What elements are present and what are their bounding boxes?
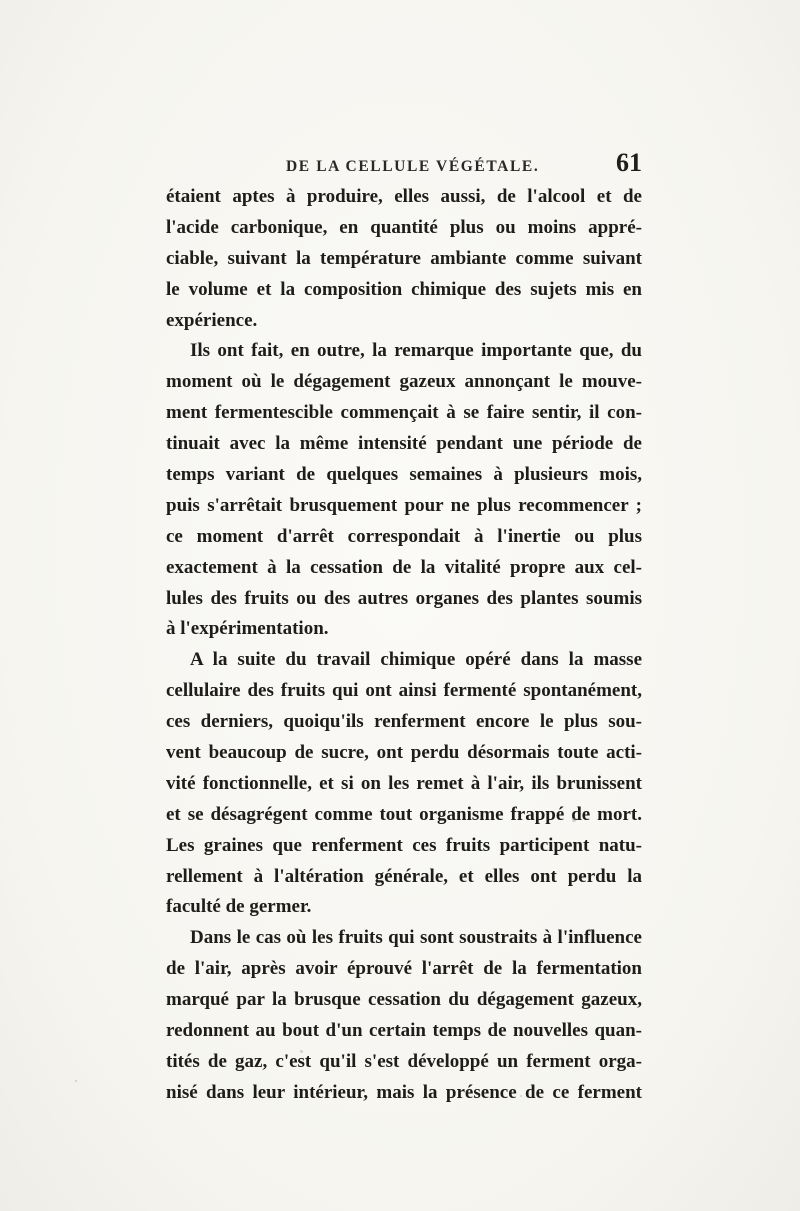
text-line: Ils ont fait, en outre, la remarque importante que, du — [190, 340, 642, 362]
text-line: A la suite du travail chimique opéré dans la masse — [190, 649, 642, 671]
text-line: Dans le cas où les fruits qui sont soustraits à l'influence — [190, 927, 642, 949]
text-line: ciable, suivant la température ambiante comme suivant — [166, 247, 642, 269]
text-line: puis s'arrêtait brusquement pour ne plus recommencer ; — [166, 494, 642, 516]
paragraph-1 — [166, 182, 642, 336]
text-line: à l'expérimentation. — [166, 618, 329, 640]
text-line: faculté de germer. — [166, 896, 312, 918]
text-line: ces derniers, quoiqu'ils renferment encore le plus sou- — [166, 711, 642, 733]
text-line: nisé dans leur intérieur, mais la présence de ce ferment — [166, 1081, 642, 1103]
text-line: tinuait avec la même intensité pendant une période de — [166, 433, 642, 455]
text-line: vité fonctionnelle, et si on les remet à l'air, ils brunissent — [166, 772, 642, 794]
text-line: marqué par la brusque cessation du dégagement gazeux, — [166, 989, 642, 1011]
text-line: l'acide carbonique, en quantité plus ou moins appré- — [166, 216, 642, 238]
text-line: le volume et la composition chimique des sujets mis en — [166, 278, 642, 300]
paper-speck — [520, 1095, 522, 1097]
text-line: ce moment d'arrêt correspondait à l'inertie ou plus — [166, 525, 642, 547]
text-line: et se désagrégent comme tout organisme frappé de mort. — [166, 803, 642, 825]
paragraph-2 — [166, 336, 642, 645]
running-head: DE LA CELLULE VÉGÉTALE. — [286, 158, 540, 175]
text-line: cellulaire des fruits qui ont ainsi fermenté spontanément, — [166, 680, 642, 702]
paper-speck — [300, 1050, 303, 1053]
paragraph-4 — [166, 923, 642, 1108]
paragraph-3 — [166, 645, 642, 923]
text-line: vent beaucoup de sucre, ont perdu désormais toute acti- — [166, 742, 642, 764]
text-line: étaient aptes à produire, elles aussi, de l'alcool et de — [166, 186, 642, 207]
body-text — [166, 182, 642, 1109]
text-line: redonnent au bout d'un certain temps de nouvelles quan- — [166, 1020, 642, 1042]
text-line: moment où le dégagement gazeux annonçant le mouve- — [166, 371, 642, 393]
text-line: rellement à l'altération générale, et elles ont perdu la — [166, 865, 642, 887]
text-line: expérience. — [166, 309, 258, 331]
text-line: exactement à la cessation de la vitalité propre aux cel- — [166, 556, 642, 578]
paper-speck — [75, 1080, 77, 1082]
paper-speck — [572, 818, 576, 822]
text-line: lules des fruits ou des autres organes des plantes soumis — [166, 587, 642, 609]
text-line: temps variant de quelques semaines à plusieurs mois, — [166, 464, 642, 486]
page-number: 61 — [616, 148, 642, 177]
text-line: de l'air, après avoir éprouvé l'arrêt de la fermentation — [166, 958, 642, 980]
text-line: Les graines que renferment ces fruits participent natu- — [166, 834, 642, 856]
text-line: tités de gaz, c'est qu'il s'est développé un ferment orga- — [166, 1050, 642, 1072]
text-line: ment fermentescible commençait à se faire sentir, il con- — [166, 402, 642, 424]
